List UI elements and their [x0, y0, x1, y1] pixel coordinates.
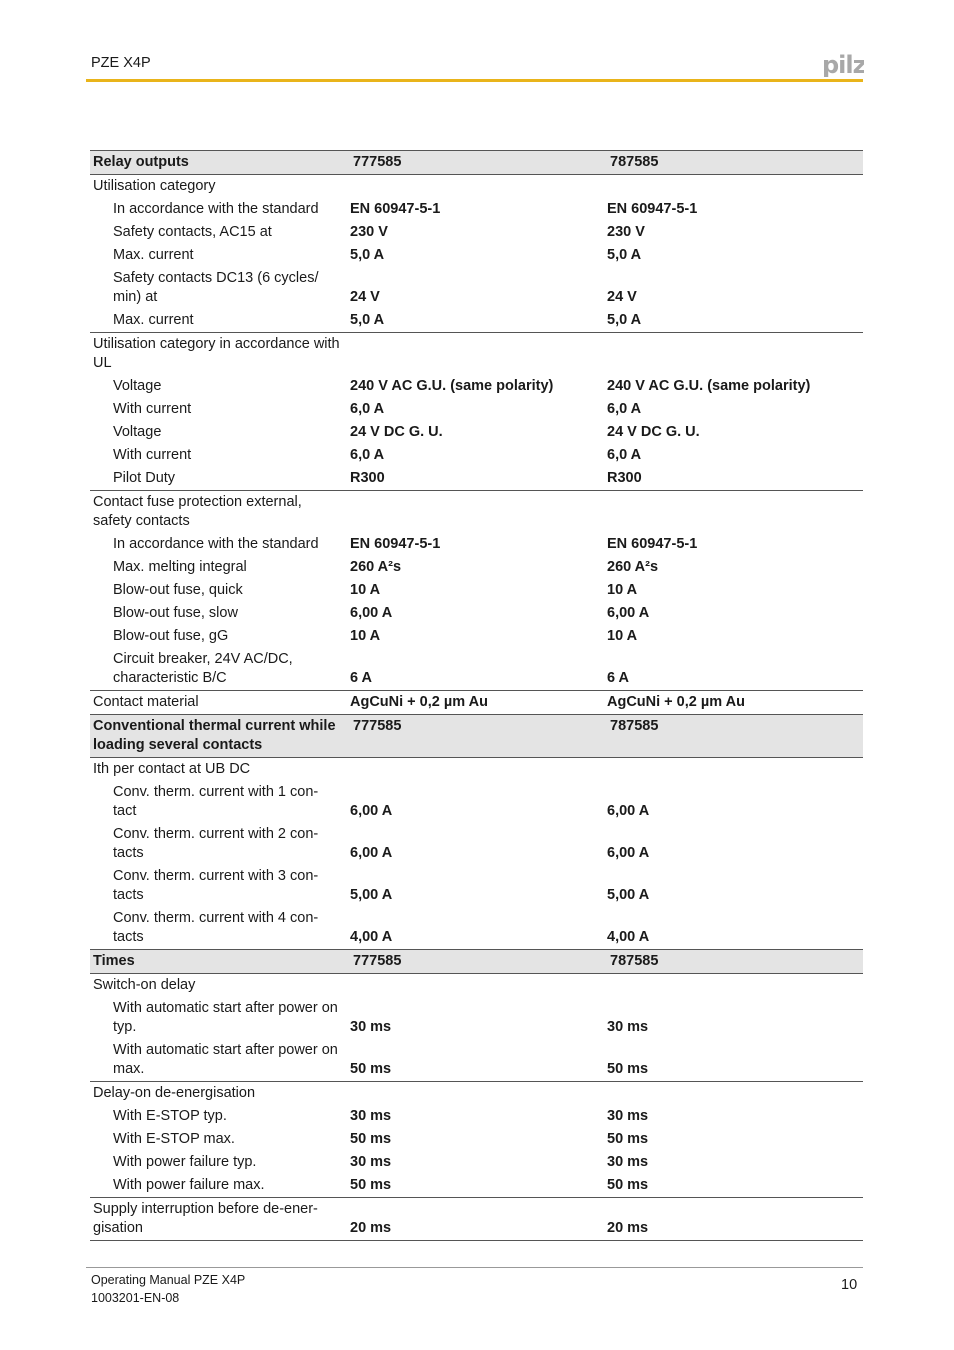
- table-row: [90, 625, 863, 648]
- value-777585: 50 ms: [350, 1177, 392, 1193]
- section-header-relay-outputs: [90, 151, 863, 175]
- row-label: Max. current: [113, 312, 194, 328]
- footer-manual-title: Operating Manual PZE X4P: [91, 1273, 246, 1287]
- table-row: [90, 421, 863, 444]
- group-row: [90, 974, 863, 998]
- footer-rule: [86, 1267, 863, 1268]
- value-787585: 6,0 A: [607, 447, 642, 463]
- value-787585: 20 ms: [604, 1198, 863, 1241]
- row-label: Conv. therm. current with 3 con- tacts: [113, 868, 319, 903]
- row-label: Safety contacts, AC15 at: [113, 224, 272, 240]
- value-777585: R300: [350, 470, 385, 486]
- column-header-777585: 777585: [347, 950, 604, 974]
- footer-document-id: 1003201-EN-08: [91, 1291, 180, 1305]
- value-777585: 5,0 A: [350, 312, 385, 328]
- row-label: Conv. therm. current with 1 con- tact: [113, 784, 319, 819]
- group-label: Delay-on de-energisation: [90, 1082, 347, 1106]
- row-label: Conv. therm. current with 2 con- tacts: [113, 826, 319, 861]
- row-label: Max. current: [113, 247, 194, 263]
- row-label: Supply interruption before de-ener- gisation: [90, 1198, 347, 1241]
- value-777585: 6,0 A: [350, 447, 385, 463]
- value-777585: 20 ms: [347, 1198, 604, 1241]
- table-row: [90, 907, 863, 950]
- value-777585: 6,00 A: [350, 605, 393, 621]
- row-label: In accordance with the standard: [113, 201, 319, 217]
- table-row: [90, 1039, 863, 1082]
- table-row: [90, 823, 863, 865]
- table-row: [90, 467, 863, 491]
- table-row: [90, 375, 863, 398]
- group-label: Switch-on delay: [93, 977, 196, 993]
- value-777585: 24 V: [350, 289, 380, 305]
- table-row: [90, 221, 863, 244]
- header-rule: [86, 79, 863, 82]
- row-label: With automatic start after power on max.: [113, 1042, 338, 1077]
- table-row: [90, 602, 863, 625]
- value-787585: 24 V: [607, 289, 637, 305]
- row-label: Contact material: [90, 691, 347, 715]
- table-row: [90, 198, 863, 221]
- value-787585: 5,0 A: [607, 247, 642, 263]
- value-777585: 24 V DC G. U.: [350, 424, 443, 440]
- value-777585: 240 V AC G.U. (same polarity): [350, 378, 554, 394]
- row-label: Blow-out fuse, quick: [113, 582, 243, 598]
- group-row: [90, 175, 863, 199]
- value-777585: AgCuNi + 0,2 µm Au: [347, 691, 604, 715]
- row-label: Pilot Duty: [113, 470, 176, 486]
- column-header-787585: 787585: [604, 715, 863, 758]
- group-label: Ith per contact at UB DC: [93, 761, 251, 777]
- table-row: [90, 865, 863, 907]
- value-777585: 260 A²s: [350, 559, 402, 575]
- row-label: With E-STOP max.: [113, 1131, 235, 1147]
- value-787585: 5,00 A: [607, 887, 650, 903]
- row-label: Conv. therm. current with 4 con- tacts: [113, 910, 319, 945]
- row-label: Voltage: [113, 424, 162, 440]
- value-777585: 5,00 A: [350, 887, 393, 903]
- table-row: [90, 1128, 863, 1151]
- value-777585: 10 A: [350, 582, 381, 598]
- section-title: Times: [90, 950, 347, 974]
- group-label: Utilisation category in accordance with UL: [90, 333, 347, 376]
- value-787585: 6,00 A: [607, 605, 650, 621]
- group-row: [90, 1082, 863, 1106]
- row-label: With automatic start after power on typ.: [113, 1000, 338, 1035]
- group-label: Utilisation category: [93, 178, 216, 194]
- value-787585: EN 60947-5-1: [607, 201, 698, 217]
- section-header-thermal-current: [90, 715, 863, 758]
- value-777585: 50 ms: [350, 1061, 392, 1077]
- value-787585: 230 V: [607, 224, 645, 240]
- svg-text:pilz: pilz: [822, 51, 864, 77]
- page-number: 10: [841, 1277, 858, 1293]
- value-777585: 4,00 A: [350, 929, 393, 945]
- table-row: [90, 556, 863, 579]
- value-787585: 6,00 A: [607, 803, 650, 819]
- value-787585: 6 A: [607, 670, 630, 686]
- row-label: In accordance with the standard: [113, 536, 319, 552]
- table-row: [90, 691, 863, 715]
- table-row: [90, 1198, 863, 1241]
- value-787585: 10 A: [607, 628, 638, 644]
- value-787585: 50 ms: [607, 1131, 649, 1147]
- table-row: [90, 533, 863, 556]
- column-header-777585: 777585: [347, 715, 604, 758]
- value-787585: 240 V AC G.U. (same polarity): [607, 378, 811, 394]
- document-title: PZE X4P: [91, 55, 151, 71]
- value-787585: 10 A: [607, 582, 638, 598]
- row-label: Circuit breaker, 24V AC/DC, characteristic B/C: [113, 651, 293, 686]
- value-777585: EN 60947-5-1: [350, 536, 441, 552]
- column-header-777585: 777585: [347, 151, 604, 175]
- table-row: [90, 398, 863, 421]
- value-787585: EN 60947-5-1: [607, 536, 698, 552]
- row-label: With power failure typ.: [113, 1154, 257, 1170]
- value-787585: R300: [607, 470, 642, 486]
- value-787585: 5,0 A: [607, 312, 642, 328]
- table-row: [90, 309, 863, 333]
- pilz-logo: [822, 51, 864, 82]
- column-header-787585: 787585: [604, 151, 863, 175]
- table-row: [90, 1174, 863, 1198]
- section-header-times: [90, 950, 863, 974]
- value-777585: 30 ms: [350, 1154, 392, 1170]
- value-787585: 24 V DC G. U.: [607, 424, 700, 440]
- value-777585: 30 ms: [350, 1108, 392, 1124]
- group-label: Contact fuse protection external, safety contacts: [90, 491, 347, 534]
- row-label: With E-STOP typ.: [113, 1108, 227, 1124]
- value-787585: 30 ms: [607, 1019, 649, 1035]
- section-title: Conventional thermal current while loading several contacts: [90, 715, 347, 758]
- section-title: Relay outputs: [90, 151, 347, 175]
- value-787585: 50 ms: [607, 1061, 649, 1077]
- table-row: [90, 1105, 863, 1128]
- table-row: [90, 579, 863, 602]
- value-777585: 6,00 A: [350, 845, 393, 861]
- group-row: [90, 333, 863, 376]
- value-777585: 6 A: [350, 670, 373, 686]
- value-777585: 6,0 A: [350, 401, 385, 417]
- value-787585: 30 ms: [607, 1108, 649, 1124]
- value-787585: 30 ms: [607, 1154, 649, 1170]
- value-777585: 5,0 A: [350, 247, 385, 263]
- value-787585: 50 ms: [607, 1177, 649, 1193]
- value-777585: 10 A: [350, 628, 381, 644]
- value-787585: 6,00 A: [607, 845, 650, 861]
- row-label: Max. melting integral: [113, 559, 247, 575]
- group-row: [90, 491, 863, 534]
- value-777585: 230 V: [350, 224, 388, 240]
- table-row: [90, 244, 863, 267]
- value-787585: 260 A²s: [607, 559, 659, 575]
- row-label: Voltage: [113, 378, 162, 394]
- value-777585: EN 60947-5-1: [350, 201, 441, 217]
- table-row: [90, 444, 863, 467]
- row-label: Blow-out fuse, gG: [113, 628, 229, 644]
- value-777585: 30 ms: [350, 1019, 392, 1035]
- row-label: Safety contacts DC13 (6 cycles/ min) at: [113, 270, 319, 305]
- table-row: [90, 997, 863, 1039]
- group-row: [90, 758, 863, 782]
- value-787585: 4,00 A: [607, 929, 650, 945]
- technical-data-table: [90, 150, 863, 1241]
- table-row: [90, 648, 863, 691]
- value-777585: 6,00 A: [350, 803, 393, 819]
- column-header-787585: 787585: [604, 950, 863, 974]
- value-787585: 6,0 A: [607, 401, 642, 417]
- table-row: [90, 1151, 863, 1174]
- value-777585: 50 ms: [350, 1131, 392, 1147]
- row-label: With power failure max.: [113, 1177, 265, 1193]
- row-label: With current: [113, 447, 192, 463]
- table-row: [90, 781, 863, 823]
- value-787585: AgCuNi + 0,2 µm Au: [604, 691, 863, 715]
- table-row: [90, 267, 863, 309]
- row-label: With current: [113, 401, 192, 417]
- row-label: Blow-out fuse, slow: [113, 605, 238, 621]
